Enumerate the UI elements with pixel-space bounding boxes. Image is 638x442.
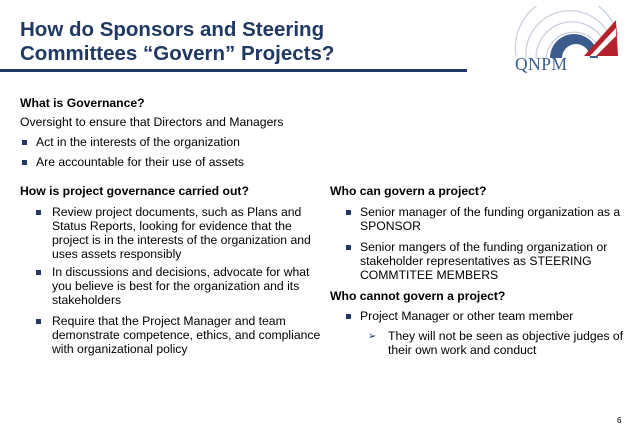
bullet-icon [22, 160, 27, 165]
arrow-bullet-icon: ➢ [368, 331, 377, 342]
bullet-icon [346, 245, 351, 250]
how-bullet-2-line-3: stakeholders [52, 293, 122, 307]
slide-title [20, 18, 460, 66]
who-can-bullet-2-line-3: COMMTITEE MEMBERS [360, 268, 499, 282]
who-cannot-sub-line-1: They will not be seen as objective judges of [388, 329, 624, 343]
how-bullet-1-line-1: Review project documents, such as Plans and [52, 205, 302, 219]
who-cannot-bullet: Project Manager or other team member [360, 309, 574, 323]
who-can-bullet-1-line-1: Senior manager of the funding organization as a [360, 205, 621, 219]
logo-text: QNPM [515, 54, 568, 74]
bullet-icon [36, 319, 41, 324]
who-can-bullet-2-line-1: Senior mangers of the funding organization or [360, 240, 608, 254]
governance-heading: What is Governance? [20, 96, 145, 110]
who-can-bullet-2-line-2: stakeholder representatives as STEERING [360, 254, 592, 268]
how-bullet-1-line-3: project is in the interests of the organization and [52, 233, 311, 247]
who-cannot-heading: Who cannot govern a project? [330, 289, 506, 303]
how-bullet-3-line-1: Require that the Project Manager and team [52, 314, 286, 328]
bullet-icon [22, 140, 27, 145]
bullet-icon [346, 210, 351, 215]
how-bullet-3-line-3: with organizational policy [52, 342, 188, 356]
bullet-icon [36, 210, 41, 215]
how-bullet-1-line-4: uses assets responsibly [52, 247, 182, 261]
governance-intro: Oversight to ensure that Directors and Managers [20, 115, 284, 129]
who-can-bullet-1-line-2: SPONSOR [360, 219, 421, 233]
bullet-icon [346, 314, 351, 319]
page-number: 6 [617, 416, 622, 425]
how-bullet-2-line-2: you believe is best for the organization and its [52, 279, 300, 293]
how-bullet-1-line-2: Status Reports, looking for evidence that the [52, 219, 292, 233]
how-bullet-2-line-1: In discussions and decisions, advocate for what [52, 265, 310, 279]
governance-bullet-2: Are accountable for their use of assets [36, 155, 244, 169]
who-can-heading: Who can govern a project? [330, 184, 487, 198]
how-bullet-3-line-2: demonstrate competence, ethics, and compliance [52, 328, 321, 342]
bullet-icon [36, 270, 41, 275]
how-heading: How is project governance carried out? [20, 184, 249, 198]
title-line-1: How do Sponsors and Steering [20, 18, 325, 41]
title-divider [0, 69, 467, 72]
governance-bullet-1: Act in the interests of the organization [36, 135, 240, 149]
title-line-2: Committees “Govern” Projects? [20, 42, 335, 65]
who-cannot-sub-line-2: their own work and conduct [388, 343, 537, 357]
